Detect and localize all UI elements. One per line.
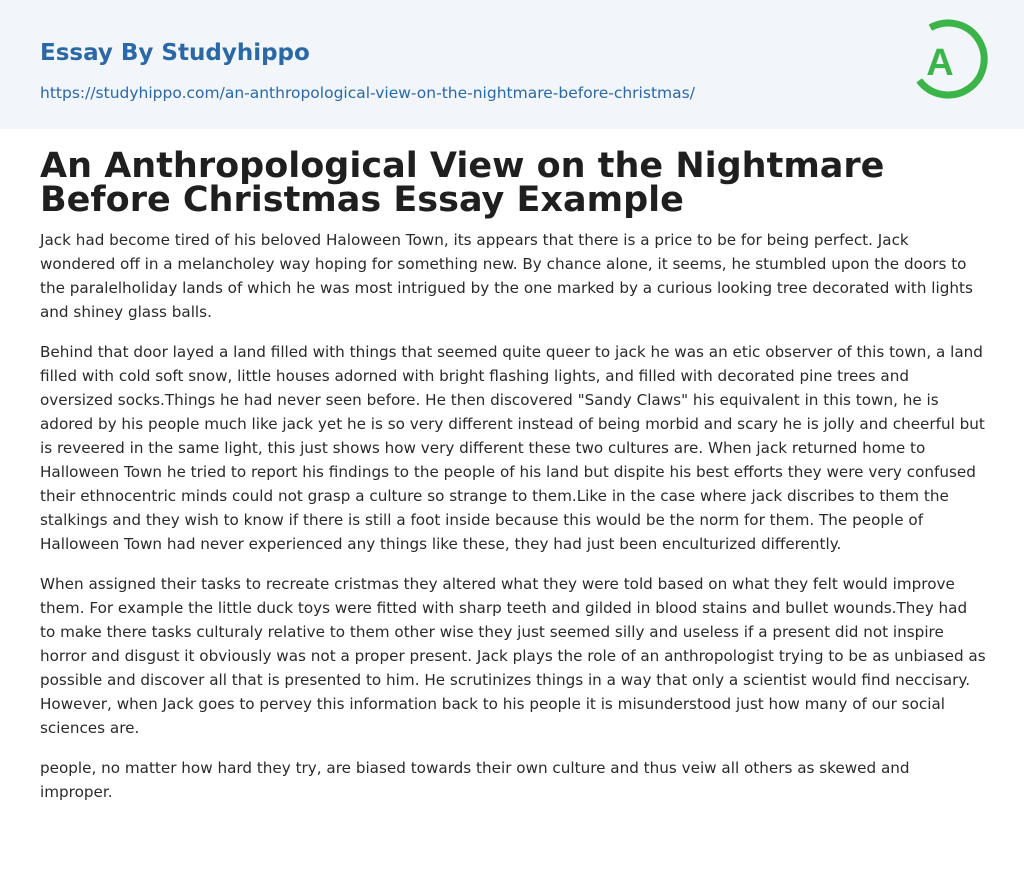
paragraph: Behind that door layed a land filled with things that seemed quite queer to jack he was an etic observer of this town, a land filled with cold soft snow, little houses adorned with bright flashing lights, and filled with decorated pine trees and oversized socks.Things he had never seen before. He then discovered "Sandy Claws" his equivalent in this town, he is adored by his people much like jack yet he is so very different instead of being morbid and scary he is jolly and cheerful but is reveered in the same light, this just shows how very different these two cultures are. When jack returned home to Halloween Town he tried to report his findings to the people of his land but dispite his best efforts they were very confused their ethnocentric minds could not grasp a culture so strange to them.Like in the case where jack discribes to them the stalkings and they wish to know if there is still a foot inside because this would be the norm for them. The people of Halloween Town had never experienced any things like these, they had just been enculturized differently.: [40, 343, 985, 553]
paragraph: people, no matter how hard they try, are biased towards their own culture and thus veiw all others as skewed and improper.: [40, 759, 910, 801]
logo-letter: A: [926, 42, 954, 84]
article-title: An Anthropological View on the Nightmare Before Christmas Essay Example: [40, 146, 885, 220]
paragraph: Jack had become tired of his beloved Haloween Town, its appears that there is a price to be for being perfect. Jack wondered off in a melancholey way hoping for something new. By chance alone, it seems, he stumbled upon the doors to the paralelholiday lands of which he was most intrigued by the one marked by a curious looking tree decorated with lights and shiney glass balls.: [40, 231, 973, 321]
essay-url-link[interactable]: https://studyhippo.com/an-anthropological-view-on-the-nightmare-before-christmas/: [40, 84, 695, 102]
paragraph: When assigned their tasks to recreate cristmas they altered what they were told based on what they felt would improve them. For example the little duck toys were fitted with sharp teeth and gilded in blood stains and bullet wounds.They had to make there tasks culturaly relative to them other wise they just seemed silly and useless if a present did not inspire horror and disgust it obviously was not a proper present. Jack plays the role of an anthropologist trying to be as unbiased as possible and discover all that is presented to him. He scrutinizes things in a way that only a scientist would find neccisary. However, when Jack goes to pervey this information back to his people it is misunderstood just how many of our social sciences are.: [40, 575, 986, 737]
brand-title: Essay By Studyhippo: [40, 40, 310, 66]
article-body: [40, 228, 986, 820]
